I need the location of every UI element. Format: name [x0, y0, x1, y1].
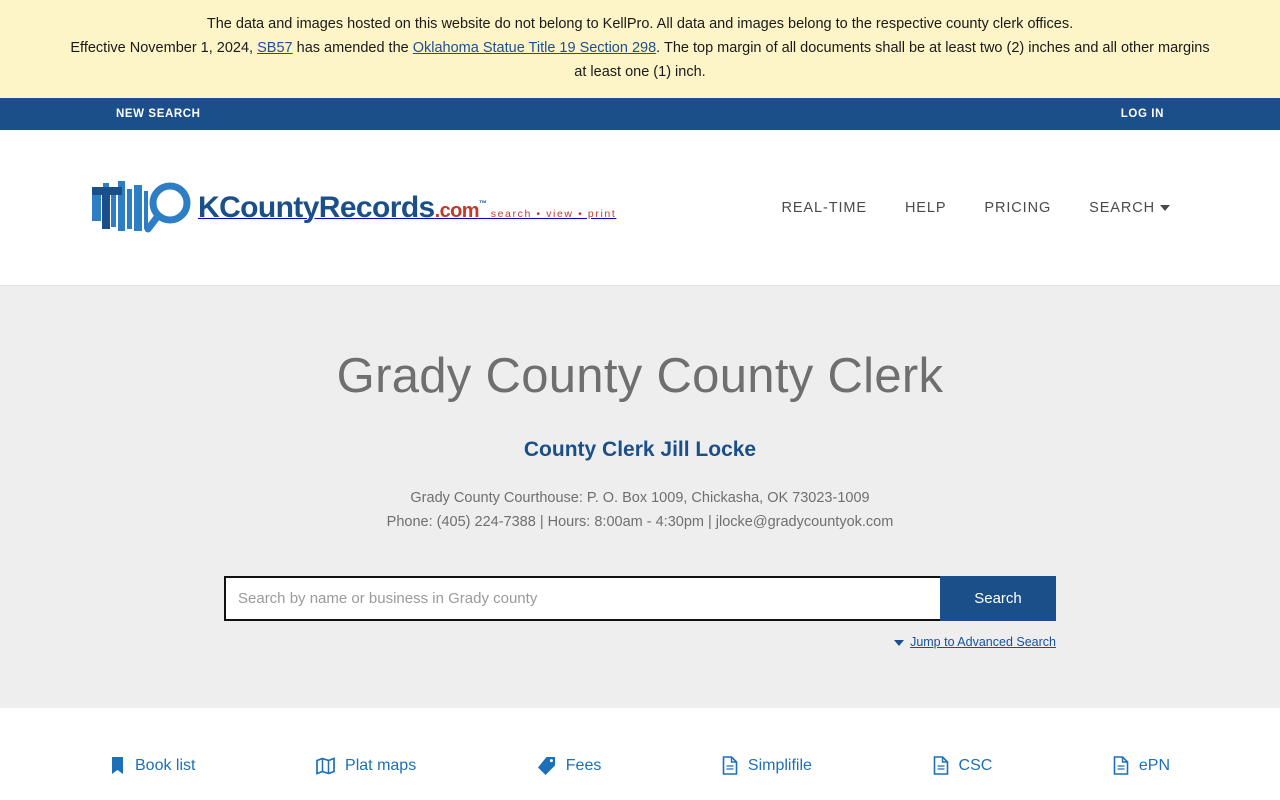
quick-link-epn[interactable] [1113, 756, 1170, 775]
notice-line-3: at least one (1) inch. [574, 64, 706, 80]
chevron-down-icon [1160, 205, 1170, 211]
search-button[interactable]: Search [940, 576, 1056, 621]
document-icon [1113, 756, 1129, 775]
nav-item-pricing[interactable]: PRICING [984, 199, 1052, 216]
new-search-link[interactable]: NEW SEARCH [116, 108, 201, 120]
quick-link-fees[interactable] [537, 756, 602, 775]
quick-link-csc[interactable] [933, 756, 993, 775]
main-navigation [781, 200, 1170, 216]
courthouse-phone-hours-email: Phone: (405) 224-7388 | Hours: 8:00am - 4:30pm | jlocke@gradycountyok.com [386, 514, 894, 530]
quick-link-label: Simplifile [747, 756, 812, 774]
document-icon [722, 756, 738, 775]
nav-item-search[interactable] [1089, 200, 1170, 216]
quick-link-label: ePN [1138, 756, 1170, 774]
quick-link-label: Fees [565, 756, 602, 774]
quick-links-row [0, 708, 1280, 775]
utility-bar [0, 98, 1280, 130]
site-notice [0, 0, 1280, 98]
quick-link-simplifile[interactable] [722, 756, 812, 775]
logo-name: KCountyRecords.com™ [198, 190, 487, 224]
courthouse-address: Grady County Courthouse: P. O. Box 1009, Chickasha, OK 73023-1009 [410, 490, 870, 506]
tag-icon [537, 756, 556, 775]
logo-wordmark [198, 190, 617, 224]
site-header [0, 130, 1280, 286]
nav-item-search-label: SEARCH [1089, 199, 1155, 216]
link-oklahoma-statute[interactable]: Oklahoma Statue Title 19 Section 298 [412, 40, 657, 56]
county-clerk-name: County Clerk Jill Locke [523, 438, 757, 461]
county-contact-info [0, 486, 1280, 534]
link-sb57[interactable]: SB57 [257, 40, 293, 56]
hero-section [0, 286, 1280, 708]
quick-link-plat-maps[interactable] [316, 756, 416, 775]
logo-dotcom: .com [434, 199, 479, 222]
jump-to-advanced-search-link[interactable]: Jump to Advanced Search [910, 635, 1056, 649]
nav-item-real-time[interactable]: REAL-TIME [781, 199, 867, 216]
notice-text-b: has amended the [292, 40, 413, 56]
notice-line-2 [20, 36, 1260, 60]
logo-mark-icon [90, 177, 202, 239]
notice-text-a: Effective November 1, 2024, [70, 40, 258, 56]
quick-link-book-list[interactable] [110, 756, 195, 775]
nav-item-help[interactable]: HELP [904, 199, 947, 216]
trademark-icon: ™ [478, 198, 487, 208]
quick-link-label: CSC [958, 756, 993, 774]
search-input[interactable] [224, 576, 940, 621]
logo-tagline: search • view • print [490, 207, 617, 220]
site-logo[interactable] [90, 173, 616, 243]
search-bar [224, 576, 1056, 621]
chevron-down-icon [894, 640, 904, 646]
bookmark-icon [110, 756, 125, 775]
document-icon [933, 756, 949, 775]
page-title: Grady County County Clerk [336, 349, 944, 403]
quick-link-label: Book list [135, 756, 196, 774]
log-in-link[interactable]: LOG IN [1120, 108, 1164, 120]
map-icon [316, 756, 335, 775]
quick-link-label: Plat maps [345, 756, 417, 774]
notice-text-c: . The top margin of all documents shall be at least two (2) inches and all other margins [656, 40, 1210, 56]
advanced-search-row [224, 635, 1056, 649]
notice-line-1: The data and images hosted on this website do not belong to KellPro. All data and images belong to the respective county clerk offices. [206, 16, 1074, 32]
